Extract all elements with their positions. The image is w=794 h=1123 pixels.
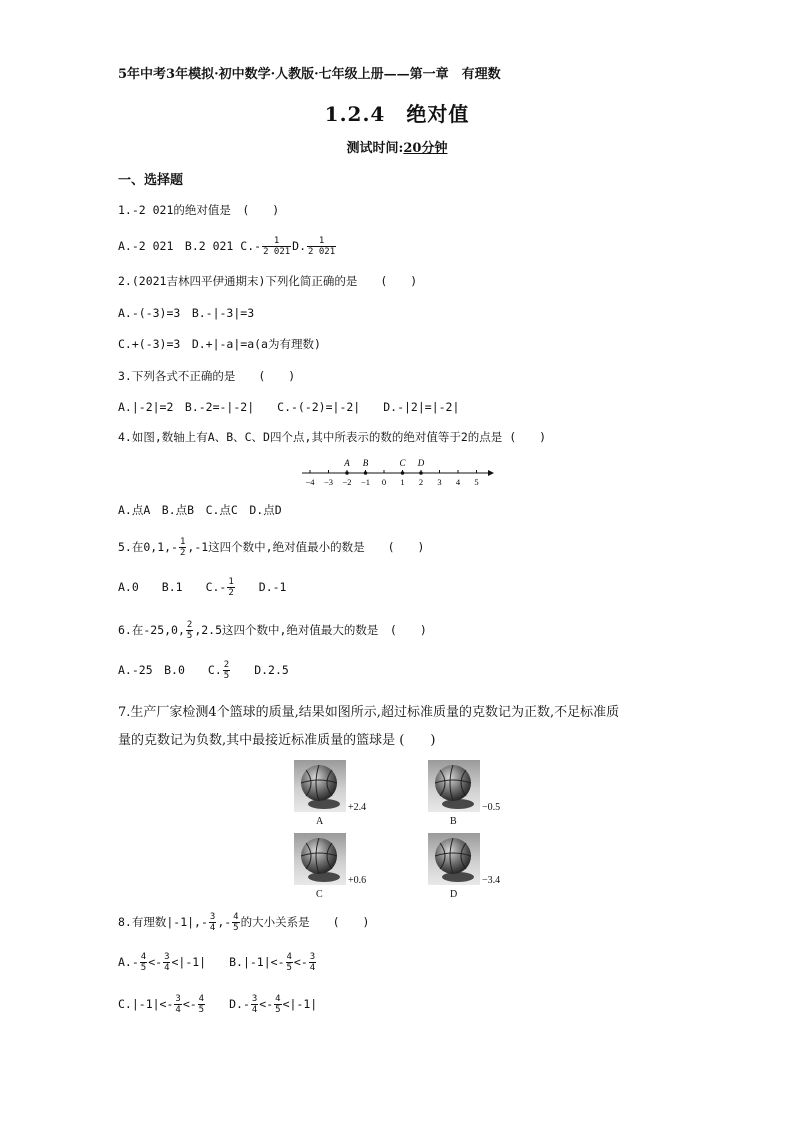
time-label: 测试时间: (346, 141, 404, 156)
q5-option-a: A.0 (118, 580, 139, 594)
q2-option-b: B.-|-3|=3 (191, 306, 255, 320)
q2-option-a: A.-(-3)=3 (118, 306, 181, 320)
axis-tick-label: −4 (305, 477, 315, 487)
q8-option-d: D.- $\frac{3}{4}$ <- $\frac{4}{5}$ <|-1| (229, 994, 318, 1015)
axis-point-label: A (344, 458, 350, 468)
test-time (0, 137, 794, 156)
q8-options-row2 (118, 994, 317, 1015)
q3-option-a: A.|-2|=2 (118, 400, 174, 414)
axis-tick-label: 1 (400, 477, 405, 487)
q2-option-c: C.+(-3)=3 (118, 337, 181, 351)
q6-stem: 6.在-25,0, $\frac{2}{5}$ ,2.5这四个数中,绝对值最大的数是 ( ) (118, 620, 427, 641)
axis-point (419, 471, 423, 475)
q7-stem-line2: 量的克数记为负数,其中最接近标准质量的篮球是 ( ) (118, 733, 436, 748)
q8-option-c: C.|-1|<- $\frac{3}{4}$ <- $\frac{4}{5}$ (118, 994, 205, 1015)
axis-tick-label: 5 (474, 477, 479, 487)
axis-tick-label: 0 (381, 477, 387, 487)
basketball-mass-value: −3.4 (482, 875, 501, 886)
q4-option-a: A.点A (118, 503, 151, 517)
q1-options (118, 236, 337, 257)
q4-stem: 4.如图,数轴上有A、B、C、D四个点,其中所表示的数的绝对值等于2的点是 ( ) (118, 430, 547, 444)
q1-option-a: A.-2 021 (118, 239, 174, 253)
q6-option-d: D.2.5 (254, 663, 289, 677)
q5-option-b: B.1 (161, 580, 183, 594)
q7-stem-line1: 7.生产厂家检测4个篮球的质量,结果如图所示,超过标准质量的克数记为正数,不足标准质 (118, 705, 620, 720)
q3-options (118, 399, 459, 415)
axis-tick-label: −3 (323, 477, 334, 487)
q5-option-c: C.- $\frac{1}{2}$ (205, 577, 234, 598)
axis-point (345, 471, 349, 475)
q2-option-d: D.+|-a|=a(a为有理数) (191, 337, 321, 351)
q5-stem: 5.在0,1,- $\frac{1}{2}$ ,-1这四个数中,绝对值最小的数是 ( ) (118, 537, 425, 558)
q8-option-b: B.|-1|<- $\frac{4}{5}$ <- $\frac{3}{4}$ (229, 952, 316, 973)
number-line (298, 456, 498, 488)
axis-point-label: D (417, 458, 425, 468)
axis-tick-label: −1 (360, 477, 371, 487)
basketball-photo (294, 760, 346, 812)
q5-options (118, 577, 286, 598)
q2-options-row1 (118, 305, 254, 321)
q5-option-d: D.-1 (258, 580, 287, 594)
basketball-label: B (450, 816, 457, 827)
axis-arrow (488, 470, 494, 476)
axis-tick-label: 2 (418, 477, 424, 487)
q6-option-c: C. $\frac{2}{5}$ (207, 660, 230, 681)
axis-point-label: B (362, 458, 369, 468)
q4-options (118, 502, 282, 518)
page-header: 5年中考3年模拟·初中数学·人教版·七年级上册——第一章 有理数 (118, 67, 501, 82)
time-value: 20分钟 (403, 141, 448, 156)
q6-options (118, 660, 289, 681)
axis-point (364, 471, 368, 475)
q1-option-b: B.2 021 (184, 239, 234, 253)
basketball-photo (428, 760, 480, 812)
q3-option-c: C.-(-2)=|-2| (277, 400, 361, 414)
q6-option-a: A.-25 (118, 663, 153, 677)
q4-option-b: B.点B (161, 503, 195, 517)
q4-option-c: C.点C (205, 503, 238, 517)
q1-option-d: D. $\frac{1}{2 021}$ (292, 236, 336, 257)
page-title: 1.2.4 绝对值 (324, 102, 470, 126)
axis-point-label: C (399, 458, 406, 468)
axis-point (401, 471, 405, 475)
q2-stem: 2.(2021吉林四平伊通期末)下列化简正确的是 ( ) (118, 274, 418, 288)
axis-tick-label: −2 (342, 477, 352, 487)
basketball-photo (428, 833, 480, 885)
axis-tick-label: 3 (437, 477, 442, 487)
basketball-mass-value: +0.6 (348, 875, 367, 886)
axis-tick-label: 4 (455, 477, 461, 487)
q2-options-row2 (118, 336, 321, 352)
q8-options-row1 (118, 952, 317, 973)
q3-stem: 3.下列各式不正确的是 ( ) (118, 369, 296, 383)
q8-stem: 8.有理数|-1|,- $\frac{3}{4}$ ,- $\frac{4}{5}$ 的大小关系是 ( ) (118, 912, 370, 933)
q1-stem: 1.-2 021的绝对值是 ( ) (118, 203, 280, 217)
q6-option-b: B.0 (164, 663, 185, 677)
basketball-photo (294, 833, 346, 885)
q3-option-d: D.-|2|=|-2| (383, 400, 460, 414)
basketball-label: C (316, 889, 323, 900)
basketball-label: D (450, 889, 458, 900)
basketball-mass-value: −0.5 (482, 802, 501, 813)
q3-option-b: B.-2=-|-2| (184, 400, 255, 414)
basketball-mass-value: +2.4 (348, 802, 367, 813)
basketball-label: A (316, 816, 324, 827)
section-title: 一、选择题 (118, 173, 184, 188)
q1-option-c: C.- $\frac{1}{2 021}$ (240, 236, 291, 257)
q8-option-a: A.- $\frac{4}{5}$ <- $\frac{3}{4}$ <|-1| (118, 952, 207, 973)
q4-option-d: D.点D (249, 503, 282, 517)
